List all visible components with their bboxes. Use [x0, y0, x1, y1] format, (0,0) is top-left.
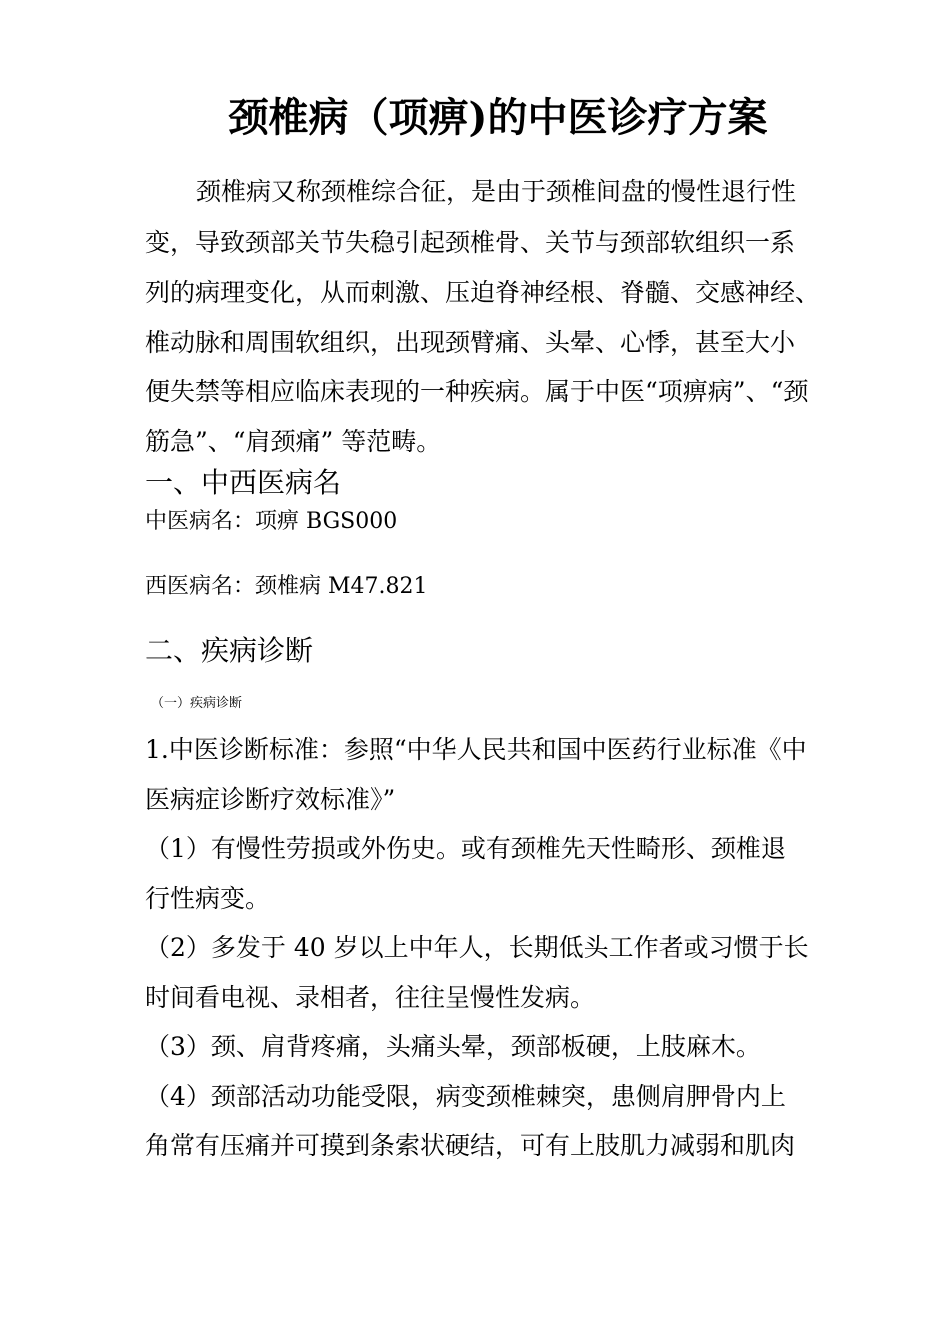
intro-line: 颈椎病又称颈椎综合征，是由于颈椎间盘的慢性退行性	[196, 177, 797, 206]
diagnosis-line: 行性病变。	[145, 884, 271, 913]
document-title: 颈椎病（项痹)的中医诊疗方案	[228, 94, 768, 141]
section-heading-names: 一、中西医病名	[145, 466, 342, 499]
intro-line: 变，导致颈部关节失稳引起颈椎骨、关节与颈部软组织一系	[145, 228, 796, 257]
diagnosis-line: 1.中医诊断标准：参照“中华人民共和国中医药行业标准《中	[145, 735, 807, 764]
intro-line: 便失禁等相应临床表现的一种疾病。属于中医“项痹病”、“颈	[145, 377, 809, 406]
intro-line: 列的病理变化，从而刺激、压迫脊神经根、脊髓、交感神经、	[145, 278, 821, 307]
tcm-disease-name: 中医病名：项痹 BGS000	[145, 509, 398, 534]
western-disease-name: 西医病名：颈椎病 M47.821	[145, 574, 428, 599]
diagnosis-line: 医病症诊断疗效标准》”	[145, 785, 396, 814]
diagnosis-line: 时间看电视、录相者，往往呈慢性发病。	[145, 983, 596, 1012]
diagnosis-line: 角常有压痛并可摸到条索状硬结，可有上肢肌力减弱和肌肉	[145, 1131, 796, 1160]
intro-line: 椎动脉和周围软组织，出现颈臂痛、头晕、心悸，甚至大小	[145, 328, 796, 357]
section-heading-diagnosis: 二、疾病诊断	[145, 634, 314, 667]
diagnosis-line: （1）有慢性劳损或外伤史。或有颈椎先天性畸形、颈椎退	[145, 834, 786, 863]
intro-line: 筋急”、“肩颈痛” 等范畴。	[145, 427, 442, 456]
diagnosis-line: （4）颈部活动功能受限，病变颈椎棘突，患侧肩胛骨内上	[145, 1082, 786, 1111]
subheading-diagnosis: （一）疾病诊断	[151, 696, 243, 711]
diagnosis-line: （3）颈、肩背疼痛，头痛头晕，颈部板硬，上肢麻木。	[145, 1032, 761, 1061]
diagnosis-line: （2）多发于 40 岁以上中年人，长期低头工作者或习惯于长	[145, 933, 809, 962]
